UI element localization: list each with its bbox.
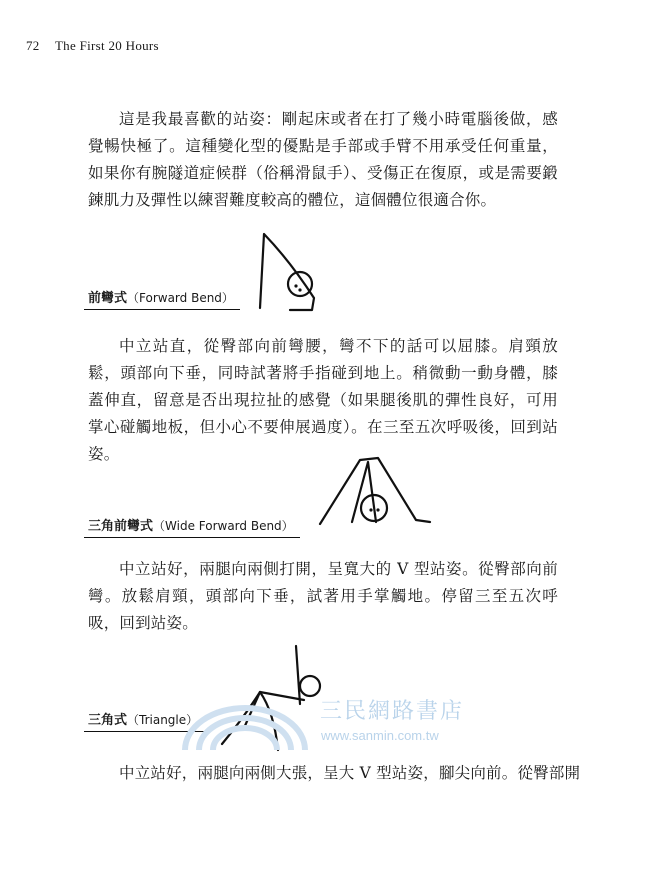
heading-en: （Triangle） <box>127 713 199 727</box>
section-heading-wide-forward-bend <box>84 512 300 538</box>
watermark-name: 三民網路書店 <box>320 699 465 724</box>
heading-cn: 三角前彎式 <box>88 519 154 534</box>
watermark-url: www.sanmin.com.tw <box>321 728 439 743</box>
section-body-triangle: 中立站好，兩腿向兩側大張，呈大 V 型站姿，腳尖向前。從臀部開 <box>119 764 581 782</box>
wide-forward-bend-figure <box>316 450 432 530</box>
section-body-forward-bend: 中立站直，從臀部向前彎腰，彎不下的話可以屈膝。肩頸放鬆，頭部向下垂，同時試著將手指碰到地上。稍微動一動身體，膝蓋伸直，留意是否出現拉扯的感覺（如果腿後肌的彈性良好，可用掌心碰觸地板，但小心不要伸展過度）。在三至五次呼吸後，回到站姿。 <box>88 337 558 463</box>
section-heading-triangle <box>84 706 204 732</box>
section-heading-forward-bend <box>84 284 240 310</box>
intro-paragraph: 這是我最喜歡的站姿：剛起床或者在打了幾小時電腦後做，感覺暢快極了。這種變化型的優點是手部或手臂不用承受任何重量，如果你有腕隧道症候群（俗稱滑鼠手）、受傷正在復原，或是需要鍛鍊肌力及彈性以練習難度較高的體位，這個體位很適合你。 <box>88 110 558 209</box>
heading-cn: 前彎式 <box>88 291 128 306</box>
heading-en: （Forward Bend） <box>127 291 234 305</box>
page-number: 72 <box>26 38 40 53</box>
triangle-figure <box>214 640 334 760</box>
heading-cn: 三角式 <box>88 713 128 728</box>
section-body-wide-forward-bend: 中立站好，兩腿向兩側打開，呈寬大的 V 型站姿。從臀部向前彎。放鬆肩頸，頭部向下垂，試著用手掌觸地。停留三至五次呼吸，回到站姿。 <box>88 560 558 632</box>
running-header <box>26 38 159 54</box>
heading-en: （Wide Forward Bend） <box>153 519 294 533</box>
forward-bend-figure <box>250 226 330 316</box>
book-title: The First 20 Hours <box>54 38 159 53</box>
